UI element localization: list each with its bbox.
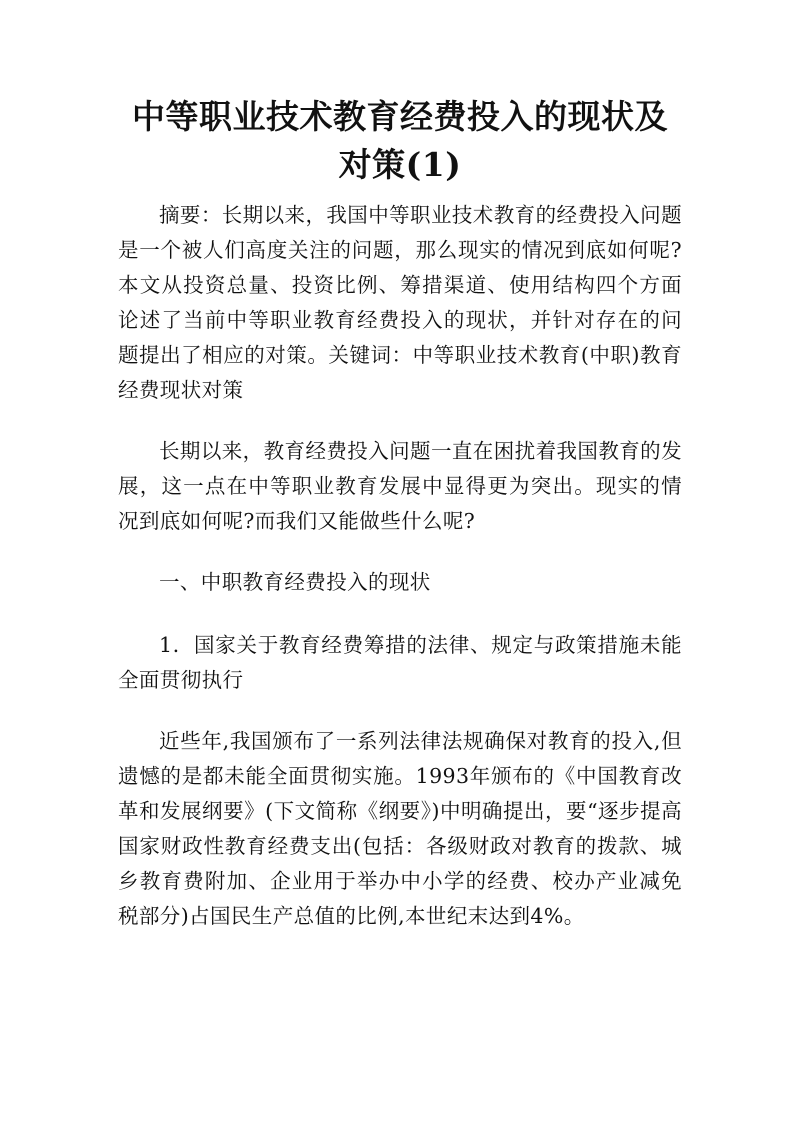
- abstract-paragraph: 摘要：长期以来，我国中等职业技术教育的经费投入问题是一个被人们高度关注的问题，那么现实的情况到底如何呢?本文从投资总量、投资比例、筹措渠道、使用结构四个方面论述了当前中等职业教育经费投入的现状，并针对存在的问题提出了相应的对策。关键词：中等职业技术教育(中职)教育经费现状对策: [118, 203, 682, 402]
- section-heading: 一、中职教育经费投入的现状: [159, 570, 431, 594]
- subsection-heading: 1．国家关于教育经费筹措的法律、规定与政策措施未能全面贯彻执行: [118, 633, 682, 692]
- document-body: [118, 198, 682, 960]
- document-title: 中等职业技术教育经费投入的现状及对策(1): [132, 97, 668, 184]
- body-paragraph: 近些年,我国颁布了一系列法律法规确保对教育的投入,但遗憾的是都未能全面贯彻实施。1993年颁布的《中国教育改革和发展纲要》(下文简称《纲要》)中明确提出，要“逐步提高国家财政性教育经费支出(包括：各级财政对教育的拨款、城乡教育费附加、企业用于举办中小学的经费、校办产业减免税部分)占国民生产总值的比例,本世纪末达到4%。: [118, 729, 682, 928]
- intro-paragraph: 长期以来，教育经费投入问题一直在困扰着我国教育的发展，这一点在中等职业教育发展中显得更为突出。现实的情况到底如何呢?而我们又能做些什么呢?: [118, 439, 682, 533]
